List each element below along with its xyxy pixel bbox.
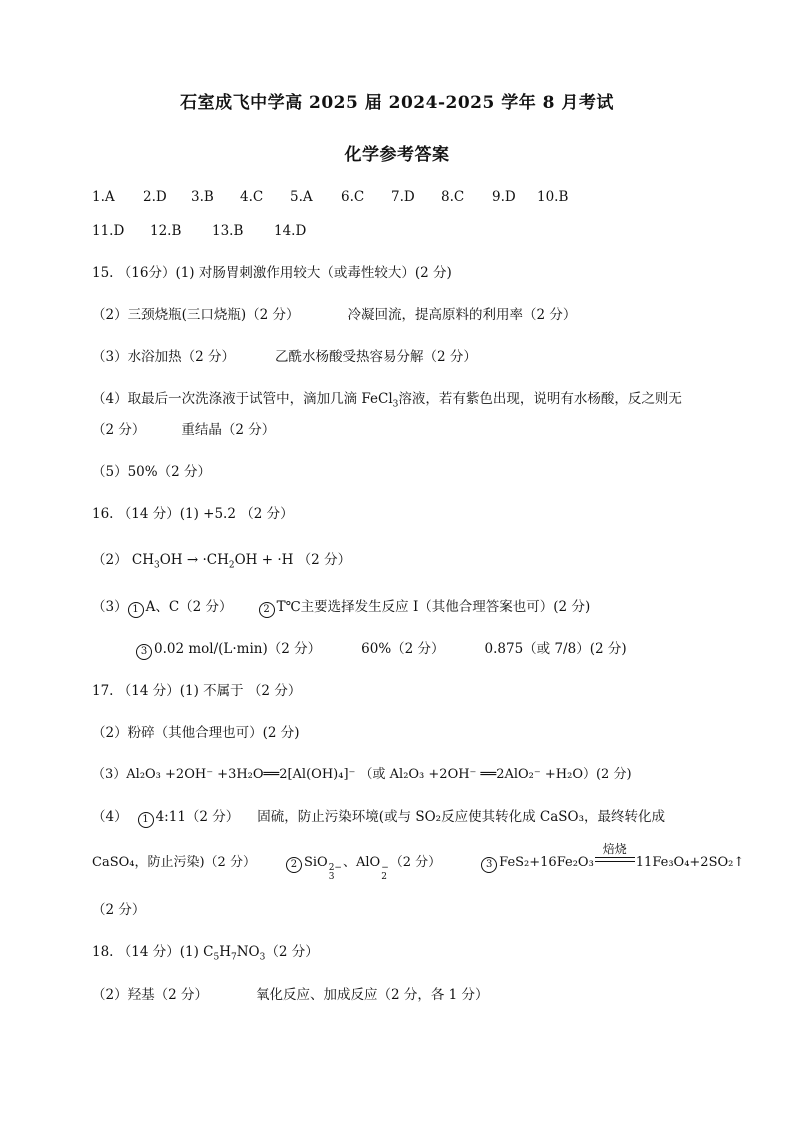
- q18-text: H: [219, 944, 231, 960]
- choice: 11.D: [92, 223, 125, 239]
- formula: SiO: [303, 855, 328, 870]
- equation-right: 11Fe₃O₄+2SO₂↑: [635, 855, 745, 870]
- q17-answer-4b: 固硫，防止污染环境(或与 SO₂反应使其转化成 CaSO₃，最终转化成: [257, 809, 665, 825]
- q17-text: （4）: [92, 809, 128, 825]
- page-subtitle: 化学参考答案: [344, 145, 450, 165]
- circled-number: 1: [138, 812, 154, 828]
- q17-answer-4a: 4:11（2 分）: [155, 809, 240, 825]
- circled-number: 3: [481, 857, 497, 873]
- choice: 3.B: [191, 189, 214, 205]
- q15-text: 溶液，若有紫色出现，说明有水杨酸，反之则无: [398, 391, 682, 407]
- choice: 5.A: [290, 189, 313, 205]
- q18-line-1: [92, 943, 319, 961]
- subscript: 3: [259, 952, 266, 963]
- superscript: −: [381, 863, 389, 873]
- q17-line-3: （3）Al₂O₃ +2OH⁻ +3H₂O══2[Al(OH)₄]⁻ （或 Al₂O₃ +2OH⁻ ══2AlO₂⁻ +H₂O）(2 分): [92, 767, 632, 782]
- score: （2 分）: [389, 855, 442, 870]
- q15-answer-2b: 冷凝回流，提高原料的利用率（2 分）: [347, 307, 577, 323]
- subscript: 5: [213, 952, 220, 963]
- circled-number: 2: [286, 857, 302, 873]
- q17-line-5: [92, 842, 745, 882]
- choice: 7.D: [391, 189, 415, 205]
- circled-number: 2: [259, 602, 275, 618]
- choice: 10.B: [537, 189, 569, 205]
- q18-line-2: [92, 986, 489, 1004]
- q16-text: （3）: [92, 599, 128, 615]
- choice: 2.D: [143, 189, 167, 205]
- subscript: 3: [392, 399, 399, 410]
- choice: 6.C: [341, 189, 365, 205]
- q15-line-3: [92, 348, 477, 366]
- q15-answer-2a: （2）三颈烧瓶(三口烧瓶)（2 分）: [92, 307, 300, 323]
- choice: 9.D: [492, 189, 516, 205]
- subscript: 3: [153, 560, 160, 571]
- q16-text: OH + ·H （2 分）: [234, 552, 352, 568]
- q15-line-4: [92, 390, 682, 408]
- q17-text: CaSO₄，防止污染)（2 分）: [92, 855, 256, 870]
- score: （2 分）: [265, 944, 319, 960]
- q16-line-3: [92, 598, 590, 618]
- q18-answer-2a: （2）羟基（2 分）: [92, 987, 208, 1003]
- q16-answer-ratio: 0.875（或 7/8）(2 分): [484, 641, 627, 657]
- choice: 8.C: [441, 189, 465, 205]
- q15-answer-4b: 重结晶（2 分）: [181, 422, 276, 438]
- q16-answer-percent: 60%（2 分）: [361, 641, 445, 657]
- score: （2 分）: [92, 422, 146, 438]
- q16-line-4: [136, 640, 627, 660]
- q15-answer-3a: （3）水浴加热（2 分）: [92, 349, 235, 365]
- q17-line-4: [92, 808, 665, 828]
- choice: 1.A: [92, 189, 115, 205]
- subscript: 3: [328, 872, 335, 882]
- circled-number: 1: [128, 602, 144, 618]
- q18-text: 18. （14 分）(1) C: [92, 944, 214, 960]
- q16-text: OH → ·CH: [159, 552, 229, 568]
- q18-answer-2b: 氧化反应、加成反应（2 分，各 1 分）: [255, 987, 489, 1003]
- q16-answer-3a: A、C（2 分）: [145, 599, 233, 615]
- q15-line-2: [92, 306, 576, 324]
- subscript: 2: [381, 872, 387, 882]
- choice: 12.B: [150, 223, 182, 239]
- circled-number: 3: [136, 644, 152, 660]
- page-title: 石室成飞中学高 2025 届 2024-2025 学年 8 月考试: [180, 93, 614, 113]
- reaction-equals-sign: [595, 842, 635, 865]
- q16-answer-rate: 0.02 mol/(L·min)（2 分）: [154, 641, 322, 657]
- subscript: 7: [231, 952, 237, 963]
- q16-line-1: 16. （14 分）(1) +5.2 （2 分）: [92, 506, 294, 522]
- q18-text: NO: [236, 944, 260, 960]
- q16-answer-3b: T℃主要选择发生反应 I（其他合理答案也可）(2 分): [276, 599, 591, 615]
- q16-line-2: [92, 551, 351, 569]
- reaction-condition: 焙烧: [602, 842, 627, 856]
- equation-left: FeS₂+16Fe₂O₃: [499, 855, 594, 870]
- q17-line-2: （2）粉碎（其他合理也可）(2 分): [92, 725, 300, 741]
- superscript: 2−: [328, 863, 342, 873]
- choice: 4.C: [240, 189, 264, 205]
- subscript: 2: [228, 560, 235, 571]
- q15-line-6: （5）50%（2 分）: [92, 464, 211, 480]
- q15-text: （4）取最后一次洗涤液于试管中，滴加几滴 FeCl: [92, 391, 393, 407]
- choice: 13.B: [212, 223, 244, 239]
- choice: 14.D: [274, 223, 307, 239]
- formula: 、AlO: [342, 855, 381, 870]
- q15-answer-3b: 乙酰水杨酸受热容易分解（2 分）: [274, 349, 477, 365]
- q15-line-5: [92, 421, 275, 439]
- q17-line-6: （2 分）: [92, 902, 146, 918]
- q15-line-1: 15. （16分）(1) 对肠胃刺激作用较大（或毒性较大）(2 分): [92, 265, 452, 281]
- q17-line-1: 17. （14 分）(1) 不属于 （2 分）: [92, 683, 302, 699]
- q16-text: （2） CH: [92, 552, 154, 568]
